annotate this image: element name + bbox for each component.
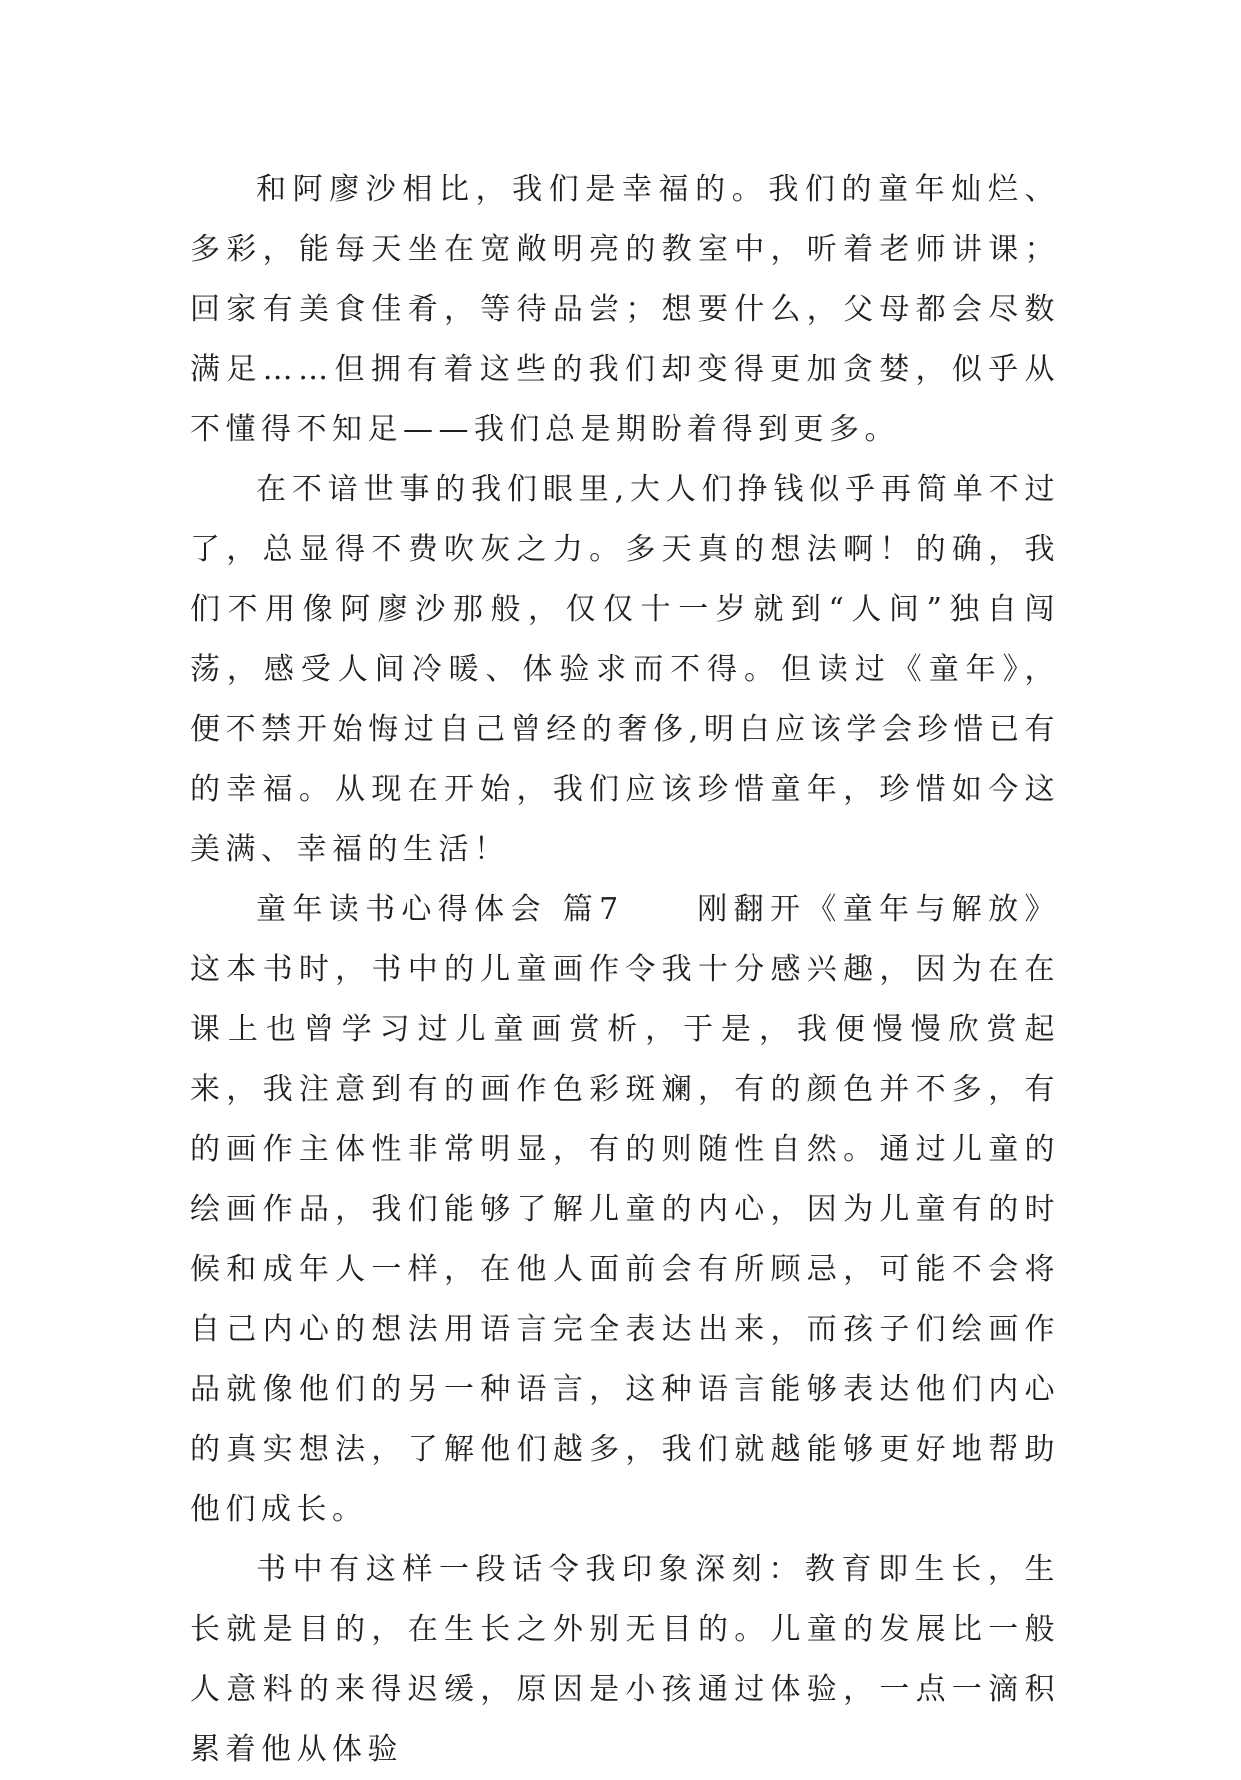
paragraph-3: 童年读书心得体会 篇7 刚翻开《童年与解放》这本书时，书中的儿童画作令我十分感兴趣，因为在在课上也曾学习过儿童画赏析，于是，我便慢慢欣赏起来，我注意到有的画作色彩斑斓，有的颜色并不多，有的画作主体性非常明显，有的则随性自然。通过儿童的绘画作品，我们能够了解儿童的内心，因为儿童有的时候和成年人一样，在他人面前会有所顾忌，可能不会将自己内心的想法用语言完全表达出来，而孩子们绘画作品就像他们的另一种语言，这种语言能够表达他们内心的真实想法，了解他们越多，我们就越能够更好地帮助他们成长。 xyxy=(190,892,1060,1527)
paragraph-4: 书中有这样一段话令我印象深刻：教育即生长，生长就是目的，在生长之外别无目的。儿童的发展比一般人意料的来得迟缓，原因是小孩通过体验，一点一滴积累着他从体验 xyxy=(190,1552,1060,1767)
paragraph-2: 在不谙世事的我们眼里,大人们挣钱似乎再简单不过了，总显得不费吹灰之力。多天真的想法啊！的确，我们不用像阿廖沙那般，仅仅十一岁就到“人间”独自闯荡，感受人间冷暖、体验求而不得。但读过《童年》，便不禁开始悔过自己曾经的奢侈,明白应该学会珍惜已有的幸福。从现在开始，我们应该珍惜童年，珍惜如今这美满、幸福的生活！ xyxy=(190,472,1060,867)
paragraph-1: 和阿廖沙相比，我们是幸福的。我们的童年灿烂、多彩，能每天坐在宽敞明亮的教室中，听着老师讲课；回家有美食佳肴，等待品尝；想要什么，父母都会尽数满足……但拥有着这些的我们却变得更加贪婪，似乎从不懂得不知足——我们总是期盼着得到更多。 xyxy=(190,172,1060,447)
body-text xyxy=(190,160,1060,1780)
